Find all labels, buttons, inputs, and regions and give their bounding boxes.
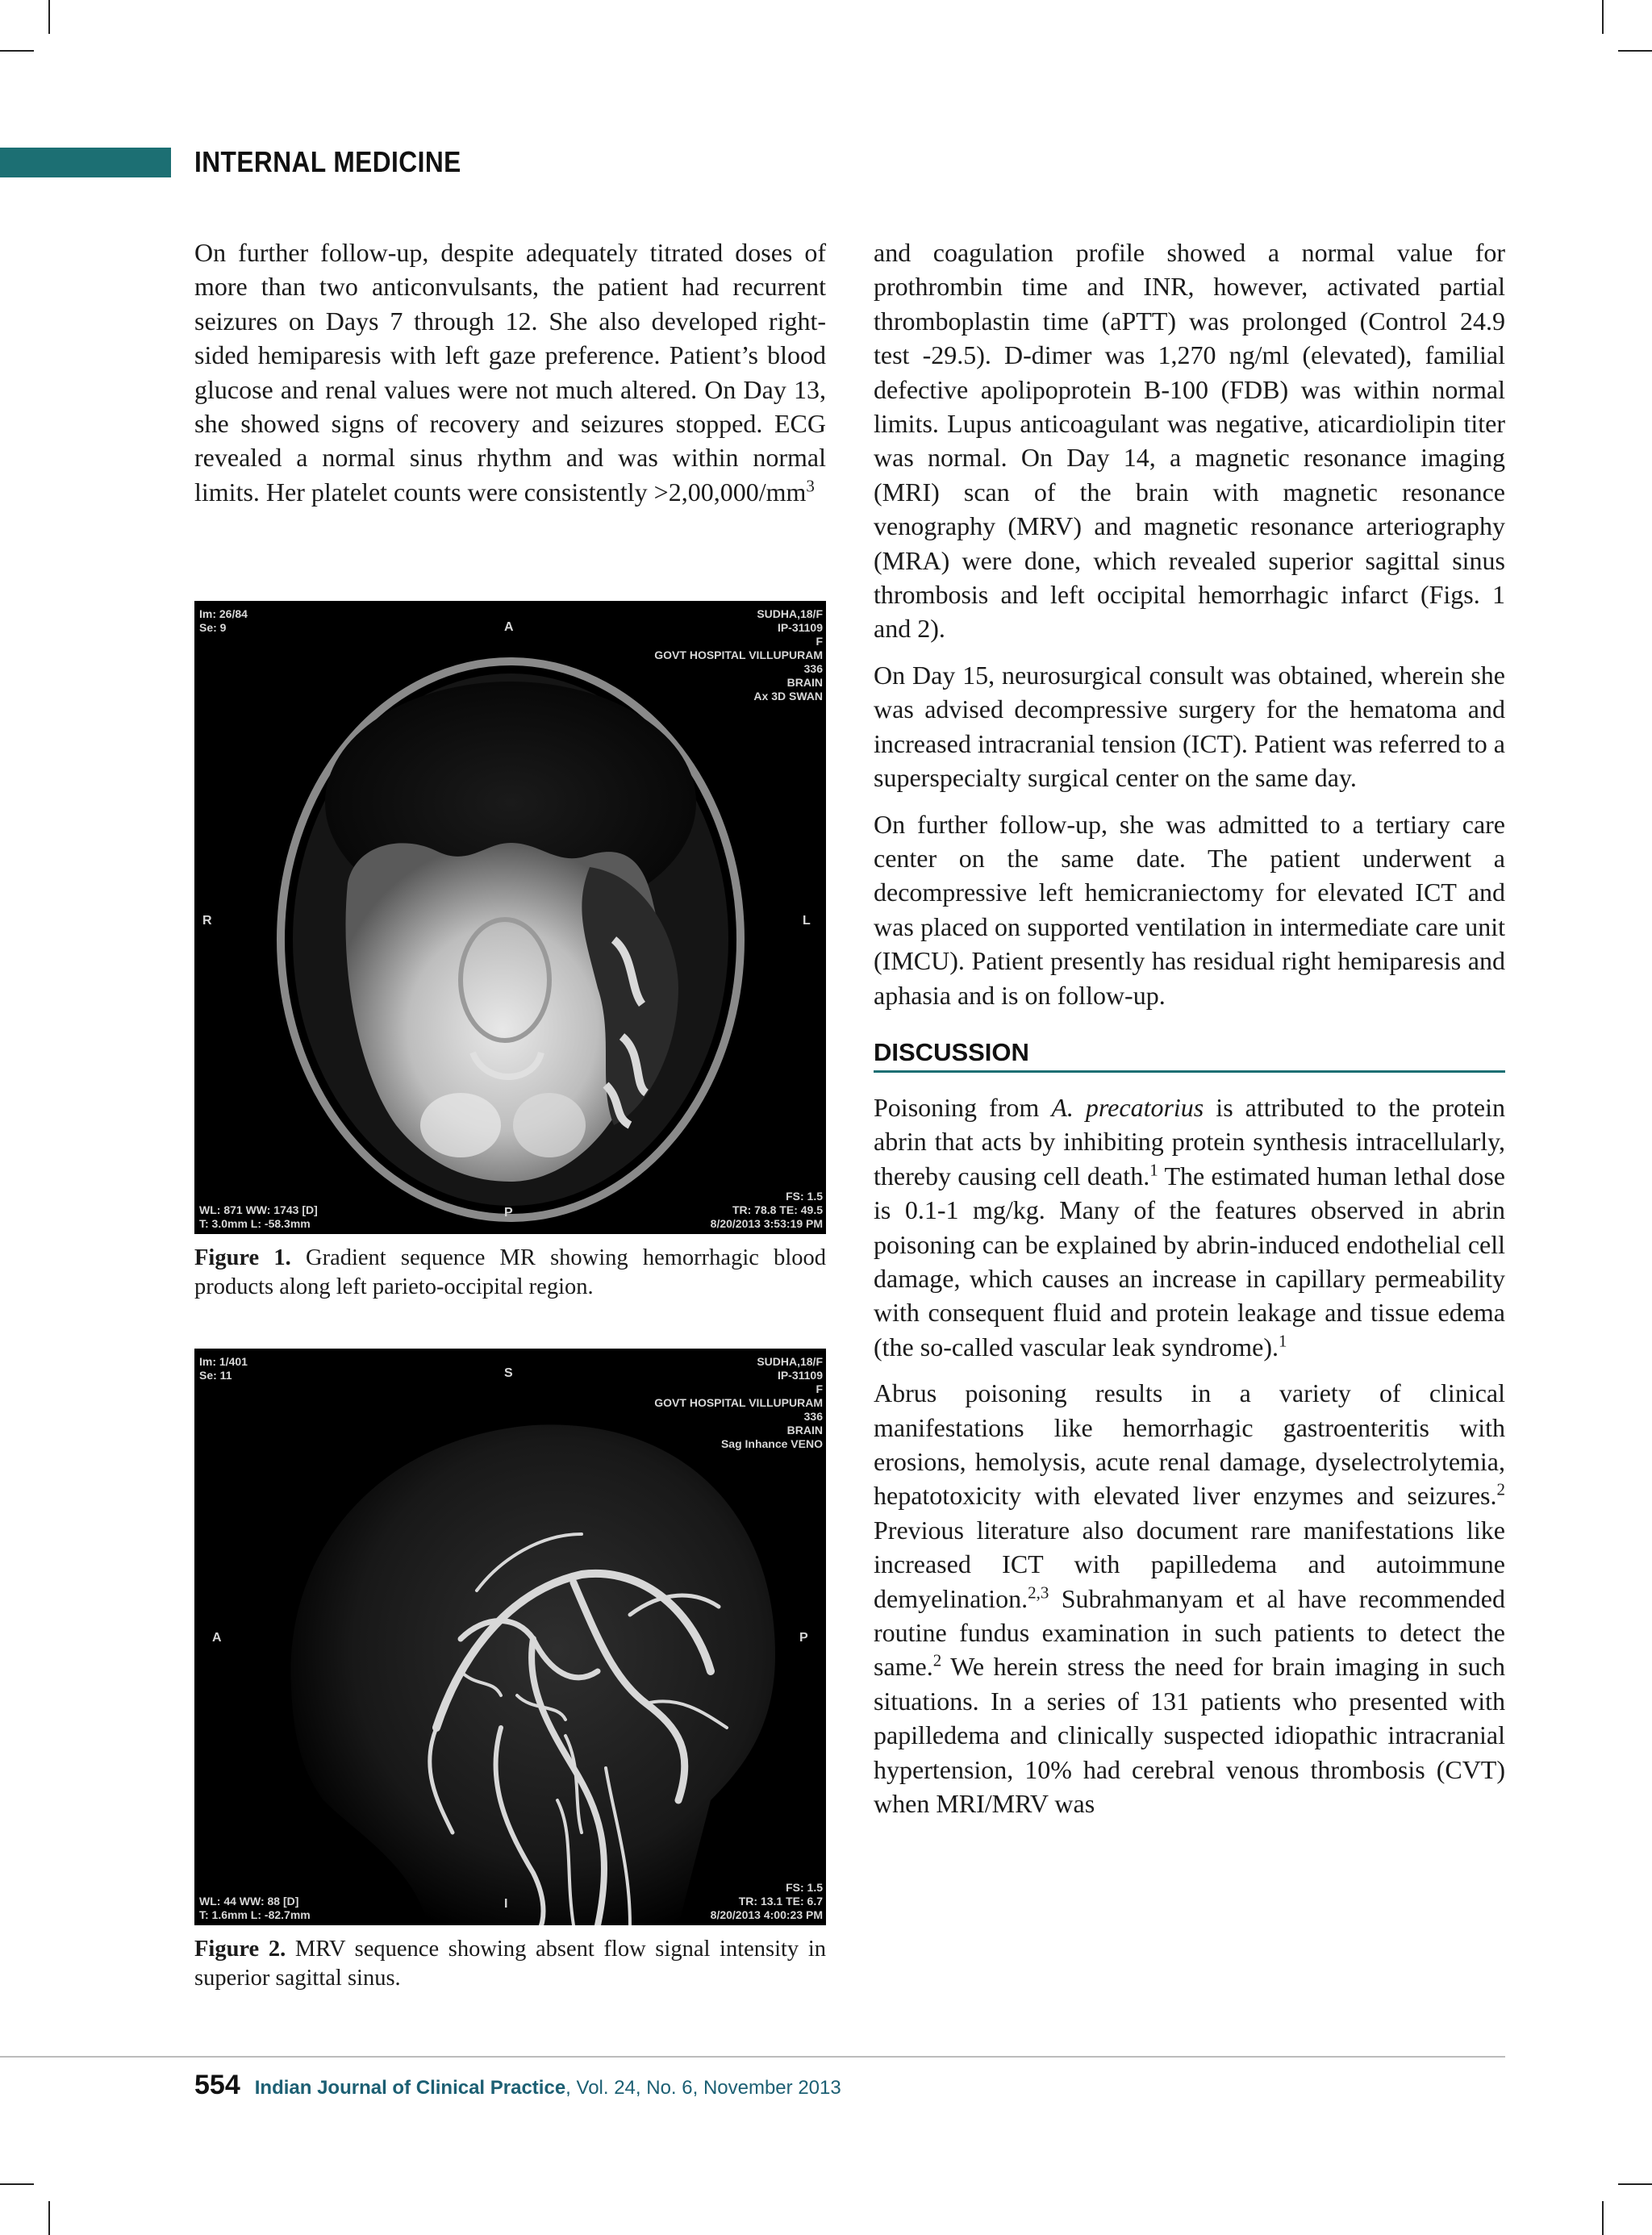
figure-2-image [194, 1349, 826, 1925]
body-paragraph: On further follow-up, despite adequately titrated doses of more than two anticonvulsants, the patient had recurrent seizures on Days 7 through 12. She also developed right-sided hemiparesis with left gaze preference. Patient’s blood glucose and renal values were not much altered. On Day 13, she showed signs of recovery and seizures stopped. ECG revealed a normal sinus rhythm and was within normal limits. Her platelet counts were consistently $>2,00,000/mm^3$ [194, 238, 826, 507]
section-title: INTERNAL MEDICINE [194, 145, 461, 178]
crop-mark [48, 2201, 50, 2235]
orientation-marker-top: S [504, 1366, 513, 1380]
figure-2-caption: Figure 2. MRV sequence showing absent flow signal intensity in superior sagittal sinus. [194, 1937, 826, 1991]
figure-1-caption: Figure 1. Gradient sequence MR showing hemorrhagic blood products along left parieto-occipital region. [194, 1245, 826, 1299]
orientation-marker-bottom: I [504, 1897, 508, 1911]
scan-overlay-top-right: SUDHA,18/F IP-31109 F GOVT HOSPITAL VILLUPURAM 336 BRAIN Ax 3D SWAN [654, 607, 823, 703]
orientation-marker-top: A [504, 620, 514, 634]
body-paragraph: Abrus poisoning results in a variety of clinical manifestations like hemorrhagic gastroenteritis with erosions, hemolysis, acute renal damage, dyselectrolytemia, hepatotoxicity with elevated liver enzymes and seizures.$^2$ Previous literature also document rare manifestations like increased ICT with papilledema and autoimmune demyelination.$^{2,3}$ Subrahmanyam et al have recommended routine fundus examination in such patients to detect the same.$^2$ We herein stress the need for brain imaging in such situations. In a series of 131 patients who presented with papilledema and clinically suspected idiopathic intracranial hypertension, 10% had cerebral venous thrombosis (CVT) when MRI/MRV was [874, 1378, 1505, 1819]
orientation-marker-left: A [212, 1631, 222, 1645]
body-paragraph: On further follow-up, she was admitted to a tertiary care center on the same date. The patient underwent a decompressive left hemicraniectomy for elevated ICT and was placed on supported ventilation in intermediate care unit (IMCU). Patient presently has residual right hemiparesis and aphasia and is on follow-up. [874, 809, 1505, 1010]
journal-issue: , Vol. 24, No. 6, November 2013 [565, 2077, 841, 2099]
crop-mark [1618, 2183, 1652, 2185]
right-column [874, 236, 1505, 1820]
crop-mark [0, 50, 34, 52]
scan-overlay-top-left: Im: 1/401 Se: 11 [199, 1355, 248, 1382]
orientation-marker-left: R [202, 914, 212, 928]
orientation-marker-bottom: P [504, 1206, 513, 1220]
scan-overlay-bottom-right: FS: 1.5 TR: 78.8 TE: 49.5 8/20/2013 3:53:19 PM [710, 1190, 823, 1230]
crop-mark [1602, 0, 1604, 34]
crop-mark [1618, 50, 1652, 52]
footer-rule [0, 2056, 1505, 2058]
page-number: 554 [194, 2070, 240, 2100]
scan-overlay-bottom-right: FS: 1.5 TR: 13.1 TE: 6.7 8/20/2013 4:00:23 PM [710, 1881, 823, 1921]
scan-overlay-bottom-left: WL: 44 WW: 88 [D] T: 1.6mm L: -82.7mm [199, 1895, 311, 1921]
scan-overlay-top-left: Im: 26/84 Se: 9 [199, 607, 248, 634]
page-footer [194, 2070, 841, 2101]
crop-mark [0, 2183, 34, 2185]
orientation-marker-right: P [799, 1631, 808, 1645]
body-paragraph: On Day 15, neurosurgical consult was obtained, wherein she was advised decompressive surgery for the hematoma and increased intracranial tension (ICT). Patient was referred to a superspecialty surgical center on the same day. [874, 660, 1505, 793]
section-color-bar [0, 148, 171, 177]
discussion-heading: DISCUSSION [874, 1038, 1505, 1073]
crop-mark [48, 0, 50, 34]
journal-name: Indian Journal of Clinical Practice [254, 2077, 566, 2099]
scan-overlay-bottom-left: WL: 871 WW: 1743 [D] T: 3.0mm L: -58.3mm [199, 1203, 318, 1230]
body-paragraph: and coagulation profile showed a normal value for prothrombin time and INR, however, activated partial thromboplastin time (aPTT) was prolonged (Control 24.9 test -29.5). D-dimer was 1,270 ng/ml (elevated), familial defective apolipoprotein B-100 (FDB) was within normal limits. Lupus anticoagulant was negative, aticardiolipin titer was normal. On Day 14, a magnetic resonance imaging (MRI) scan of the brain with magnetic resonance venography (MRV) and magnetic resonance arteriography (MRA) were done, which revealed superior sagittal sinus thrombosis and left occipital hemorrhagic infarct (Figs. 1 and 2). [874, 238, 1505, 644]
orientation-marker-right: L [803, 914, 811, 928]
left-column [194, 236, 826, 521]
scan-overlay-top-right: SUDHA,18/F IP-31109 F GOVT HOSPITAL VILLUPURAM 336 BRAIN Sag Inhance VENO [654, 1355, 823, 1450]
body-paragraph: Poisoning from A. precatorius is attributed to the protein abrin that acts by inhibiting protein synthesis intracellularly, thereby causing cell death.$^1$ The estimated human lethal dose is 0.1-1 mg/kg. Many of the features observed in abrin poisoning can be explained by abrin-induced endothelial cell damage, which causes an increase in capillary permeability with consequent fluid and protein leakage and tissue edema (the so-called vascular leak syndrome).$^1$ [874, 1092, 1506, 1361]
figure-1-image [194, 601, 826, 1234]
crop-mark [1602, 2201, 1604, 2235]
